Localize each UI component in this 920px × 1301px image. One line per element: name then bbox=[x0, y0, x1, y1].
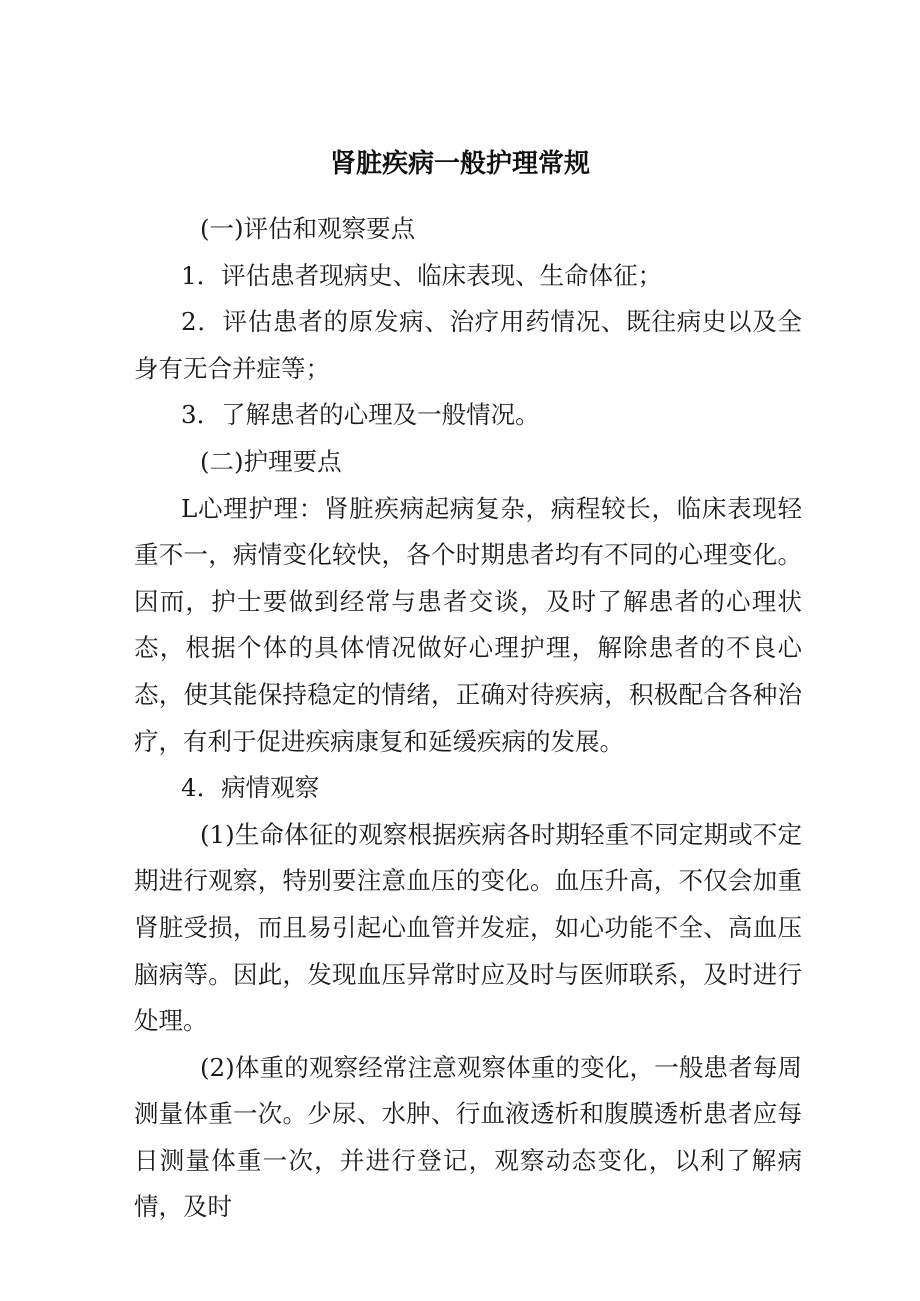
paragraph-weight: (2)体重的观察经常注意观察体重的变化，一般患者每周测量体重一次。少尿、水肿、行血液透析和腹膜透析患者应每日测量体重一次，并进行登记，观察动态变化，以利了解病情，及时 bbox=[134, 1052, 802, 1222]
section-heading-assessment: (一)评估和观察要点 bbox=[200, 214, 416, 243]
paragraph-psychological-care: L心理护理：肾脏疾病起病复杂，病程较长，临床表现轻重不一，病情变化较快，各个时期患者均有不同的心理变化。因而，护士要做到经常与患者交谈，及时了解患者的心理状态，根据个体的具体情况做好心理护理，解除患者的不良心态，使其能保持稳定的情绪，正确对待疾病，积极配合各种治疗，有利于促进疾病康复和延缓疾病的发展。 bbox=[134, 493, 802, 756]
paragraph-item-1: 1．评估患者现病史、临床表现、生命体征； bbox=[181, 260, 663, 290]
paragraph-item-3: 3．了解患者的心理及一般情况。 bbox=[181, 400, 540, 430]
paragraph-item-2: 2．评估患者的原发病、治疗用药情况、既往病史以及全身有无合并症等； bbox=[134, 307, 802, 383]
section-heading-nursing: (二)护理要点 bbox=[200, 446, 342, 476]
document-title: 肾脏疾病一般护理常规 bbox=[329, 149, 590, 179]
document-body bbox=[134, 206, 802, 1231]
paragraph-item-4: 4．病情观察 bbox=[181, 773, 320, 803]
paragraph-vital-signs: (1)生命体征的观察根据疾病各时期轻重不同定期或不定期进行观察，特别要注意血压的变化。血压升高，不仅会加重肾脏受损，而且易引起心血管并发症，如心功能不全、高血压脑病等。因此，发现血压异常时应及时与医师联系，及时进行处理。 bbox=[134, 819, 802, 1036]
